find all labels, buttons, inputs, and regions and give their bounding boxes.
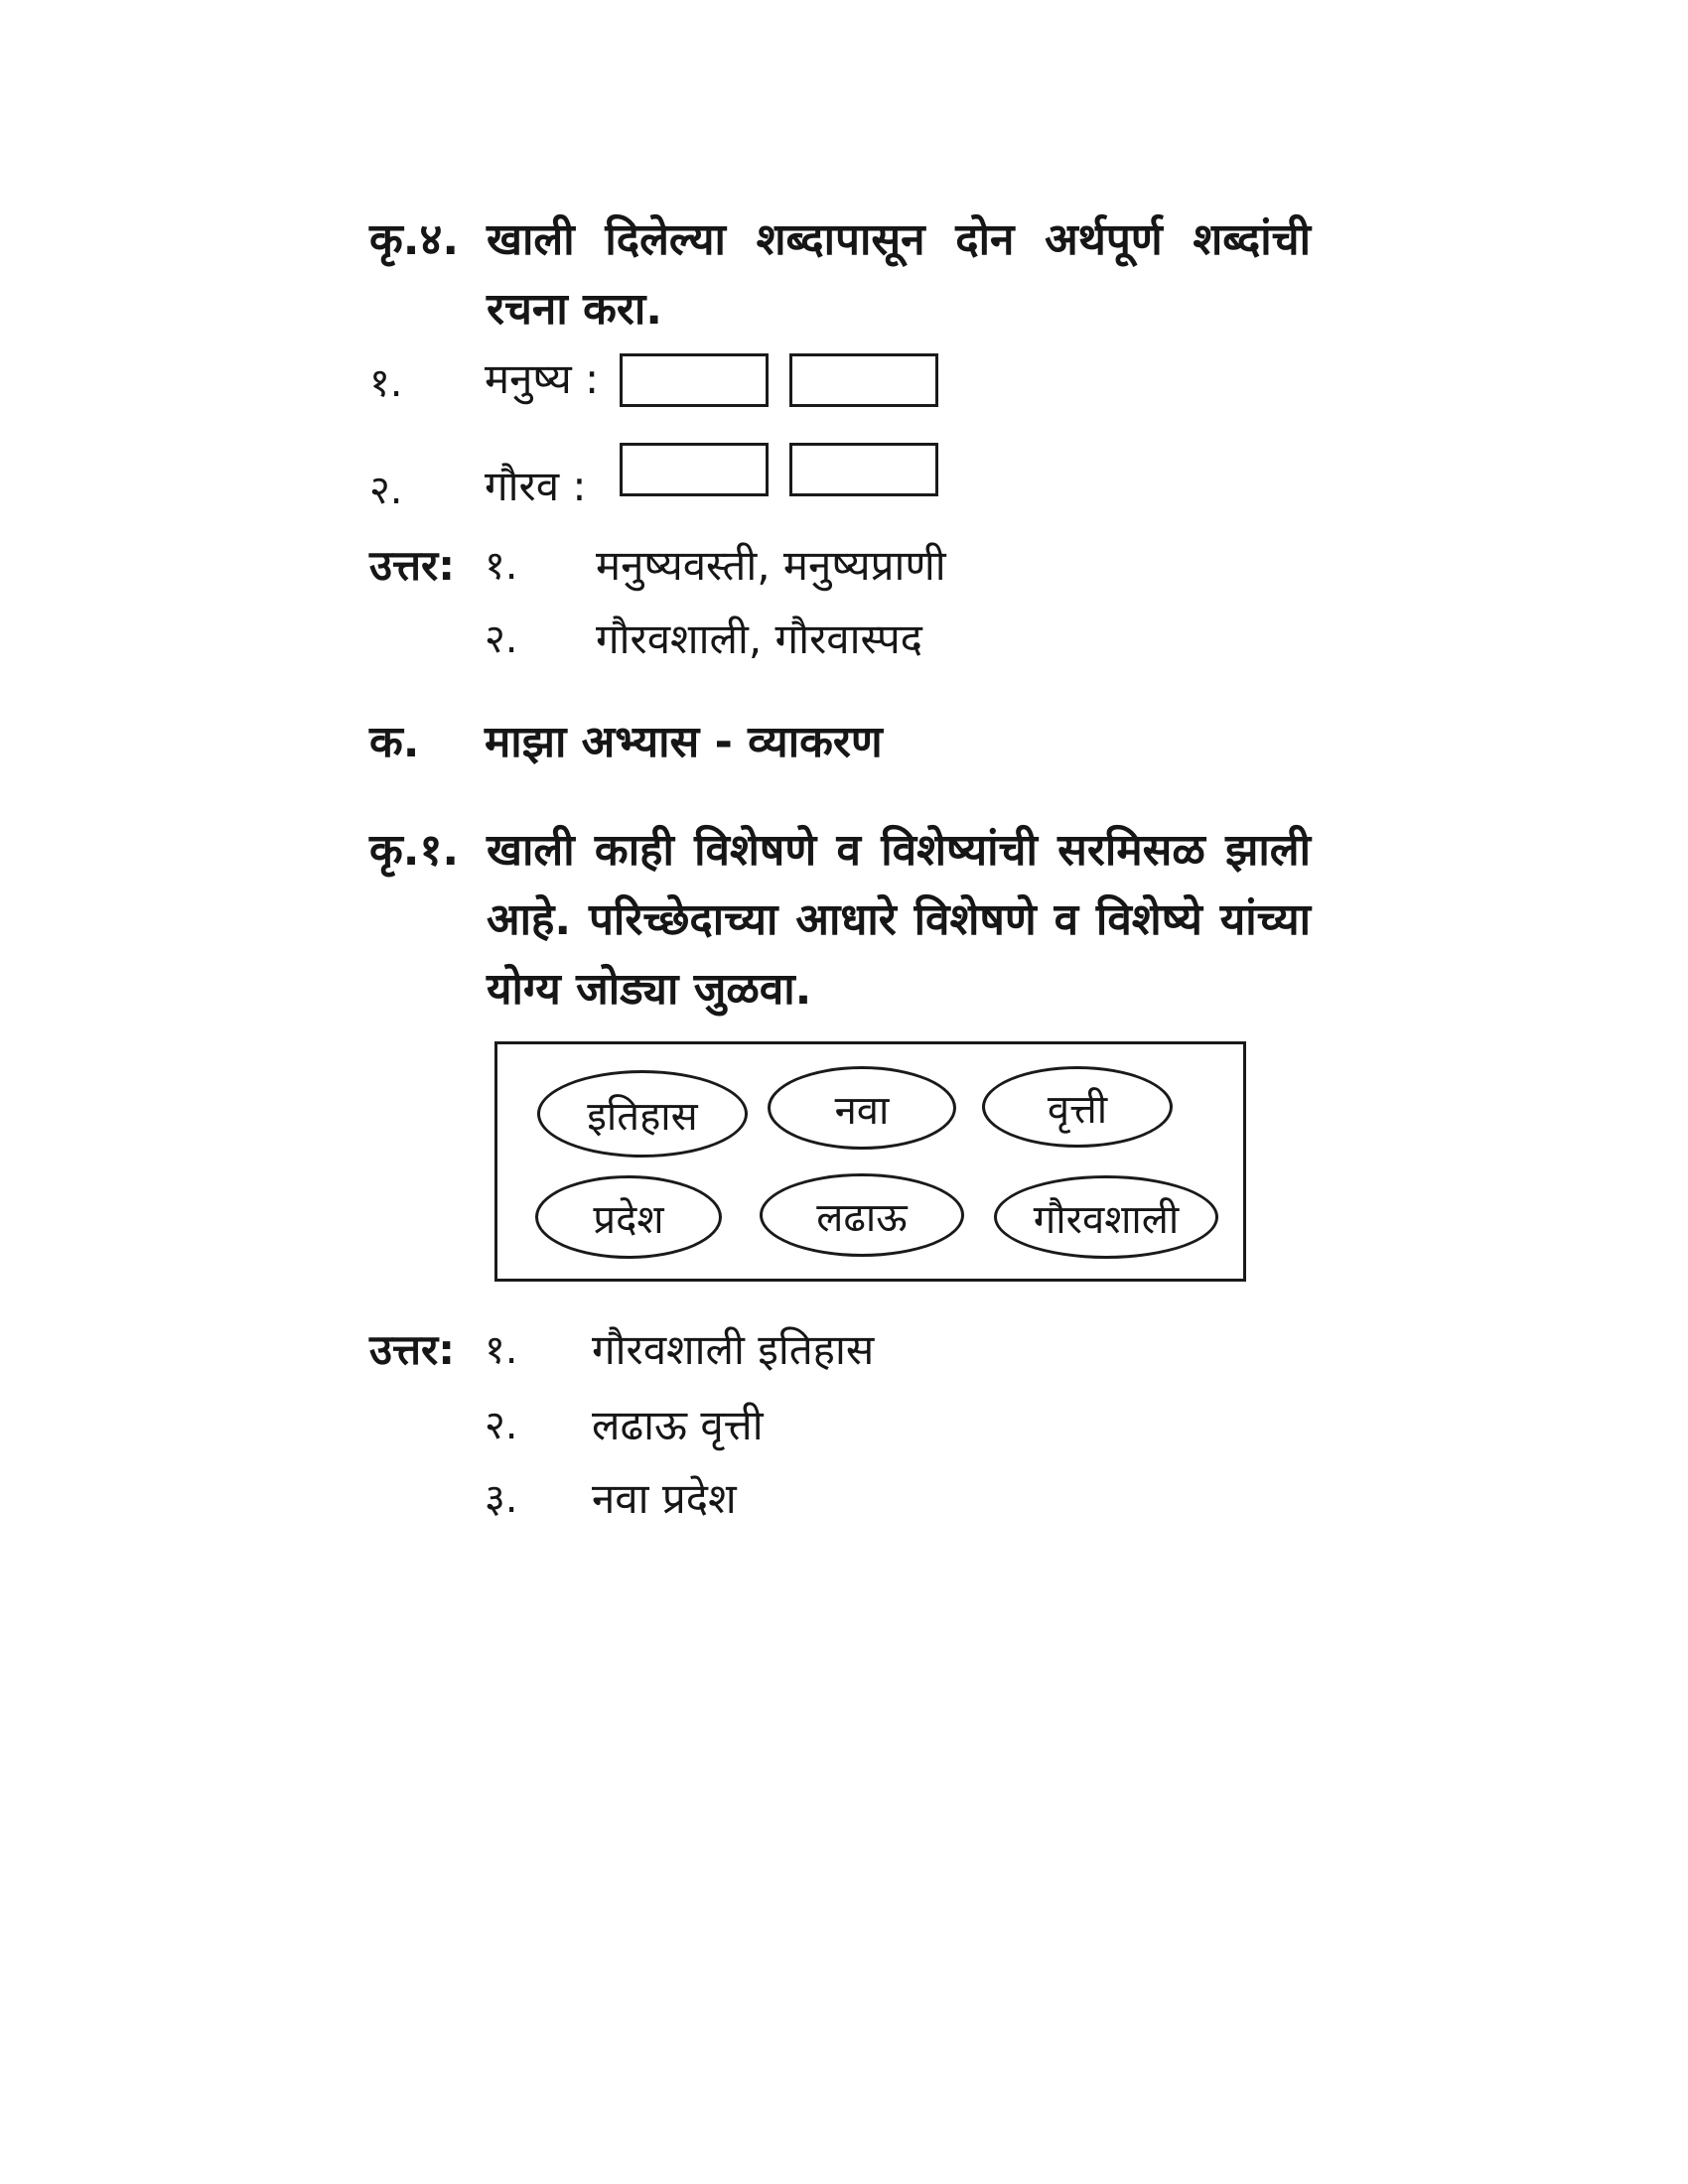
word-oval-pradesh: प्रदेश <box>535 1175 722 1259</box>
word-oval-vrutti: वृत्ती <box>982 1066 1173 1148</box>
item-2-blank-1[interactable] <box>620 443 769 496</box>
question-4-text: खाली दिलेल्या शब्दापासून दोन अर्थपूर्ण शब्दांची रचना करा. <box>487 214 1311 335</box>
word-oval-gauravshali: गौरवशाली <box>994 1175 1218 1259</box>
item-2-number: २. <box>369 468 403 513</box>
question-4-label: कृ.४. <box>369 214 460 265</box>
answer-q1-2-text: लढाऊ वृत्ती <box>592 1401 764 1449</box>
answer-q1-1-text: गौरवशाली इतिहास <box>592 1325 875 1374</box>
word-oval-nava: नवा <box>768 1066 956 1150</box>
answer-q4-1-number: १. <box>485 543 518 589</box>
word-bank-box <box>494 1041 1246 1282</box>
word-oval-ladhau: लढाऊ <box>760 1173 964 1257</box>
item-1-blank-2[interactable] <box>789 353 938 407</box>
word-oval-itihas: इतिहास <box>537 1070 748 1158</box>
answer-q4-1-text: मनुष्यवस्ती, मनुष्यप्राणी <box>596 541 946 590</box>
answer-label-q1: उत्तर: <box>369 1325 456 1374</box>
item-2-blank-2[interactable] <box>789 443 938 496</box>
answer-q1-2-number: २. <box>485 1403 518 1448</box>
item-1-number: १. <box>369 360 403 406</box>
question-1-text: खाली काही विशेषणे व विशेष्यांची सरमिसळ झाली आहे. परिच्छेदाच्या आधारे विशेषणे व विशेष्ये यांच्या योग्य जोड्या जुळवा. <box>487 825 1311 1015</box>
item-1-word: मनुष्य : <box>485 354 600 403</box>
answer-q1-3-number: ३. <box>485 1476 518 1522</box>
question-1-label: कृ.१. <box>369 825 460 876</box>
section-label: क. <box>369 717 420 767</box>
answer-q1-3-text: नवा प्रदेश <box>592 1474 737 1523</box>
item-2-word: गौरव : <box>485 462 587 510</box>
item-1-blank-1[interactable] <box>620 353 769 407</box>
answer-q4-2-number: २. <box>485 616 518 662</box>
answer-q1-1-number: १. <box>485 1327 518 1373</box>
section-title: माझा अभ्यास - व्याकरण <box>485 717 883 767</box>
answer-q4-2-text: गौरवशाली, गौरवास्पद <box>596 614 922 663</box>
answer-label-q4: उत्तर: <box>369 541 456 590</box>
